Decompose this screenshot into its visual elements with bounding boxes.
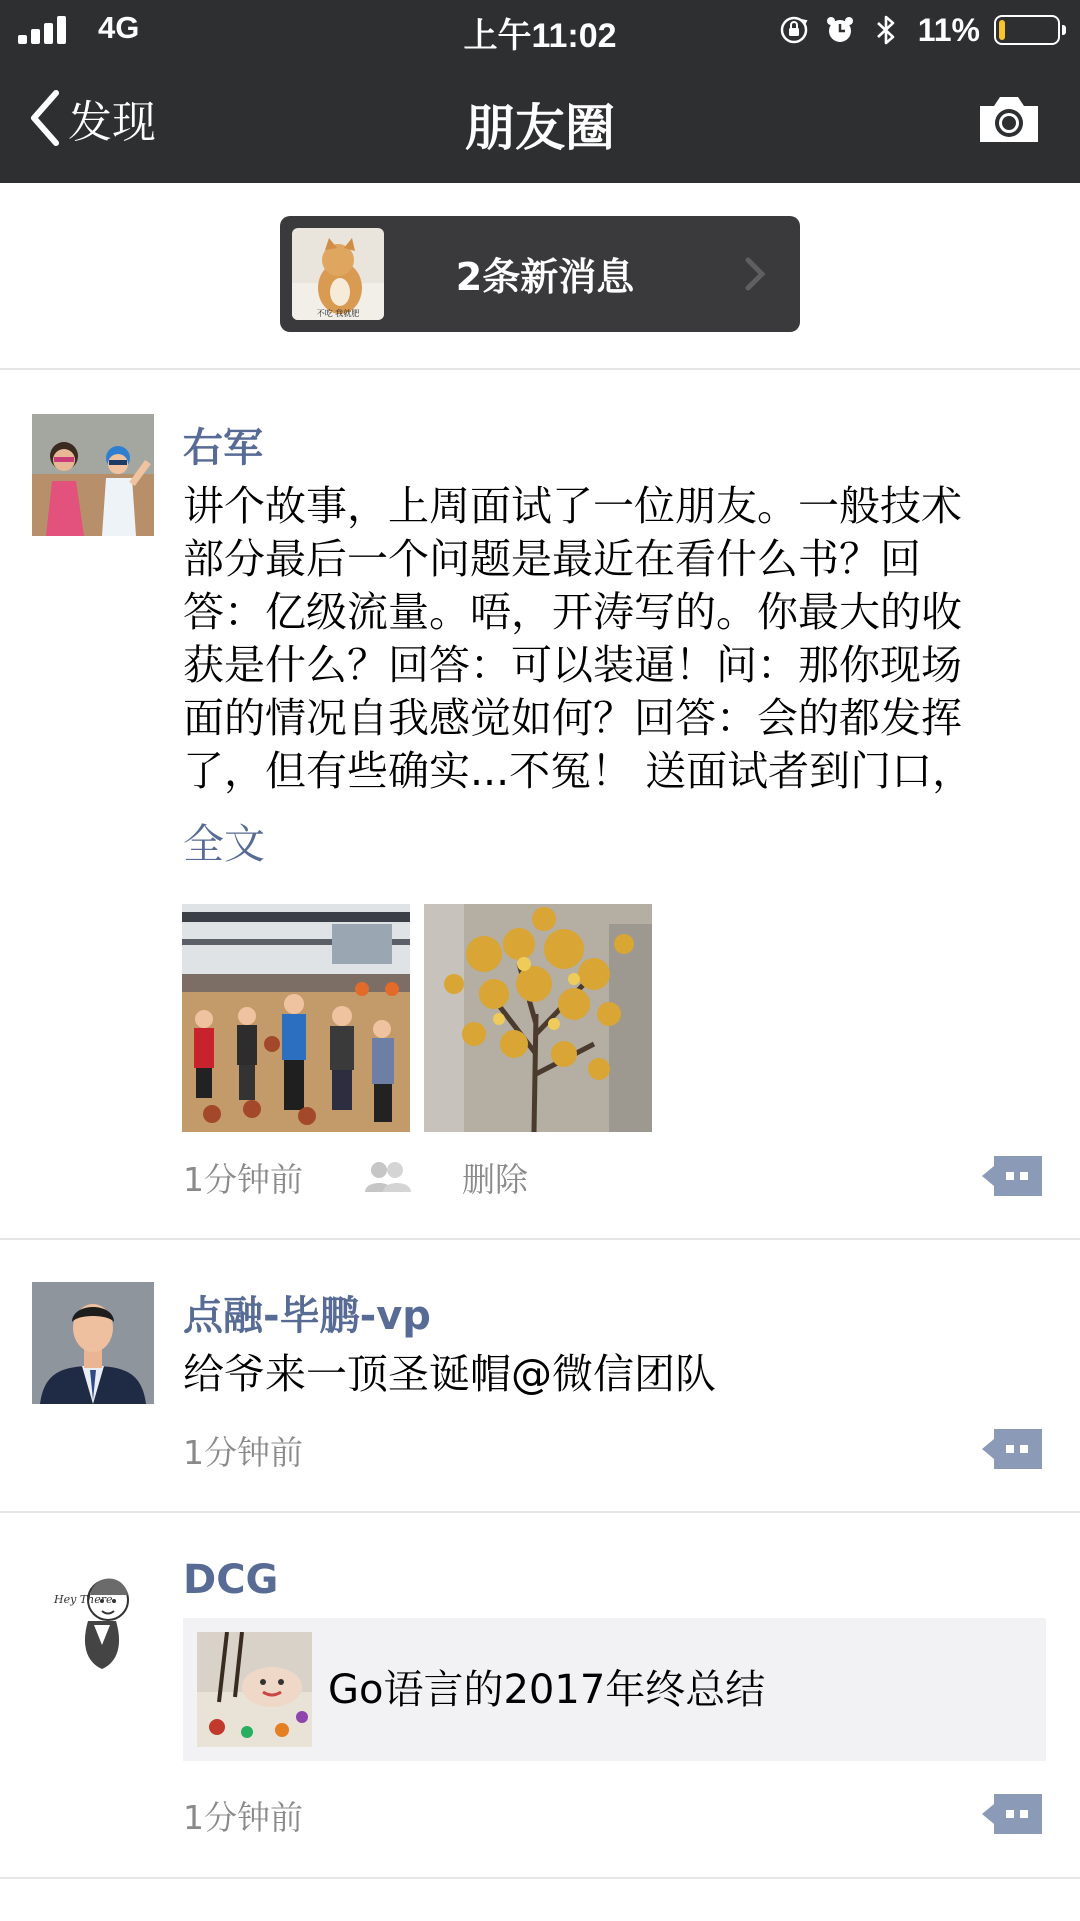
comment-icon[interactable] — [982, 1429, 1042, 1469]
chevron-left-icon — [28, 89, 62, 147]
back-label: 发现 — [68, 97, 156, 148]
orientation-lock-icon — [778, 14, 810, 46]
chevron-right-icon — [742, 256, 768, 292]
avatar[interactable] — [32, 1555, 154, 1677]
alarm-icon — [824, 14, 856, 46]
post-author[interactable]: 右军 — [183, 425, 263, 471]
network-type: 4G — [98, 10, 140, 45]
avatar[interactable] — [32, 414, 154, 536]
feed-post — [0, 1240, 1080, 1513]
battery-percent: 11% — [917, 11, 980, 48]
page-title: 朋友圈 — [465, 99, 615, 157]
post-photo-basketball-court[interactable] — [182, 904, 410, 1132]
top-bar — [0, 0, 1080, 183]
avatar-caption: Hey There — [54, 1593, 113, 1606]
delete-button[interactable]: 删除 — [462, 1160, 528, 1199]
post-photo-ginkgo-tree[interactable] — [424, 904, 652, 1132]
shared-article-card[interactable] — [183, 1618, 1046, 1761]
comment-icon[interactable] — [982, 1794, 1042, 1834]
post-time: 1分钟前 — [183, 1798, 303, 1837]
nav-bar — [0, 62, 1080, 183]
new-message-area — [0, 183, 1080, 370]
banner-thumb-caption: 不吃 我就肥 — [316, 309, 360, 318]
post-author[interactable]: 点融-毕鹏-vp — [183, 1293, 431, 1339]
post-text-line: 了，但有些确实...不冤！ 送面试者到门口， — [183, 747, 974, 795]
bluetooth-icon — [870, 14, 902, 46]
feed-post — [0, 370, 1080, 1240]
post-text: 给爷来一顶圣诞帽@微信团队 — [183, 1350, 716, 1398]
comment-icon[interactable] — [982, 1156, 1042, 1196]
article-title: Go语言的2017年终总结 — [328, 1667, 766, 1713]
post-time: 1分钟前 — [183, 1160, 303, 1199]
post-time: 1分钟前 — [183, 1433, 303, 1472]
post-text-line: 答：亿级流量。唔，开涛写的。你最大的收 — [183, 588, 962, 636]
battery-fill — [999, 20, 1005, 40]
new-message-banner[interactable] — [280, 216, 800, 332]
post-text-line: 讲个故事，上周面试了一位朋友。一般技术 — [183, 482, 962, 530]
camera-button[interactable] — [976, 92, 1042, 146]
status-bar — [0, 0, 1080, 62]
article-thumbnail — [197, 1632, 312, 1747]
post-text-line: 获是什么？回答：可以装逼！问：那你现场 — [183, 641, 962, 689]
new-message-text: 2条新消息 — [455, 255, 635, 299]
battery-icon — [994, 15, 1060, 45]
post-text-line: 面的情况自我感觉如何？回答：会的都发挥 — [183, 694, 962, 742]
status-icons — [778, 10, 1060, 50]
status-time: 上午11:02 — [463, 17, 617, 55]
back-button[interactable] — [28, 88, 156, 148]
feed-post — [0, 1513, 1080, 1879]
avatar[interactable] — [32, 1282, 154, 1404]
post-author[interactable]: DCG — [183, 1557, 279, 1603]
post-text-line: 部分最后一个问题是最近在看什么书？回 — [183, 535, 921, 583]
post-text — [183, 480, 1043, 798]
camera-icon — [976, 92, 1042, 146]
full-text-link[interactable]: 全文 — [183, 820, 265, 868]
friends-icon — [365, 1160, 411, 1192]
